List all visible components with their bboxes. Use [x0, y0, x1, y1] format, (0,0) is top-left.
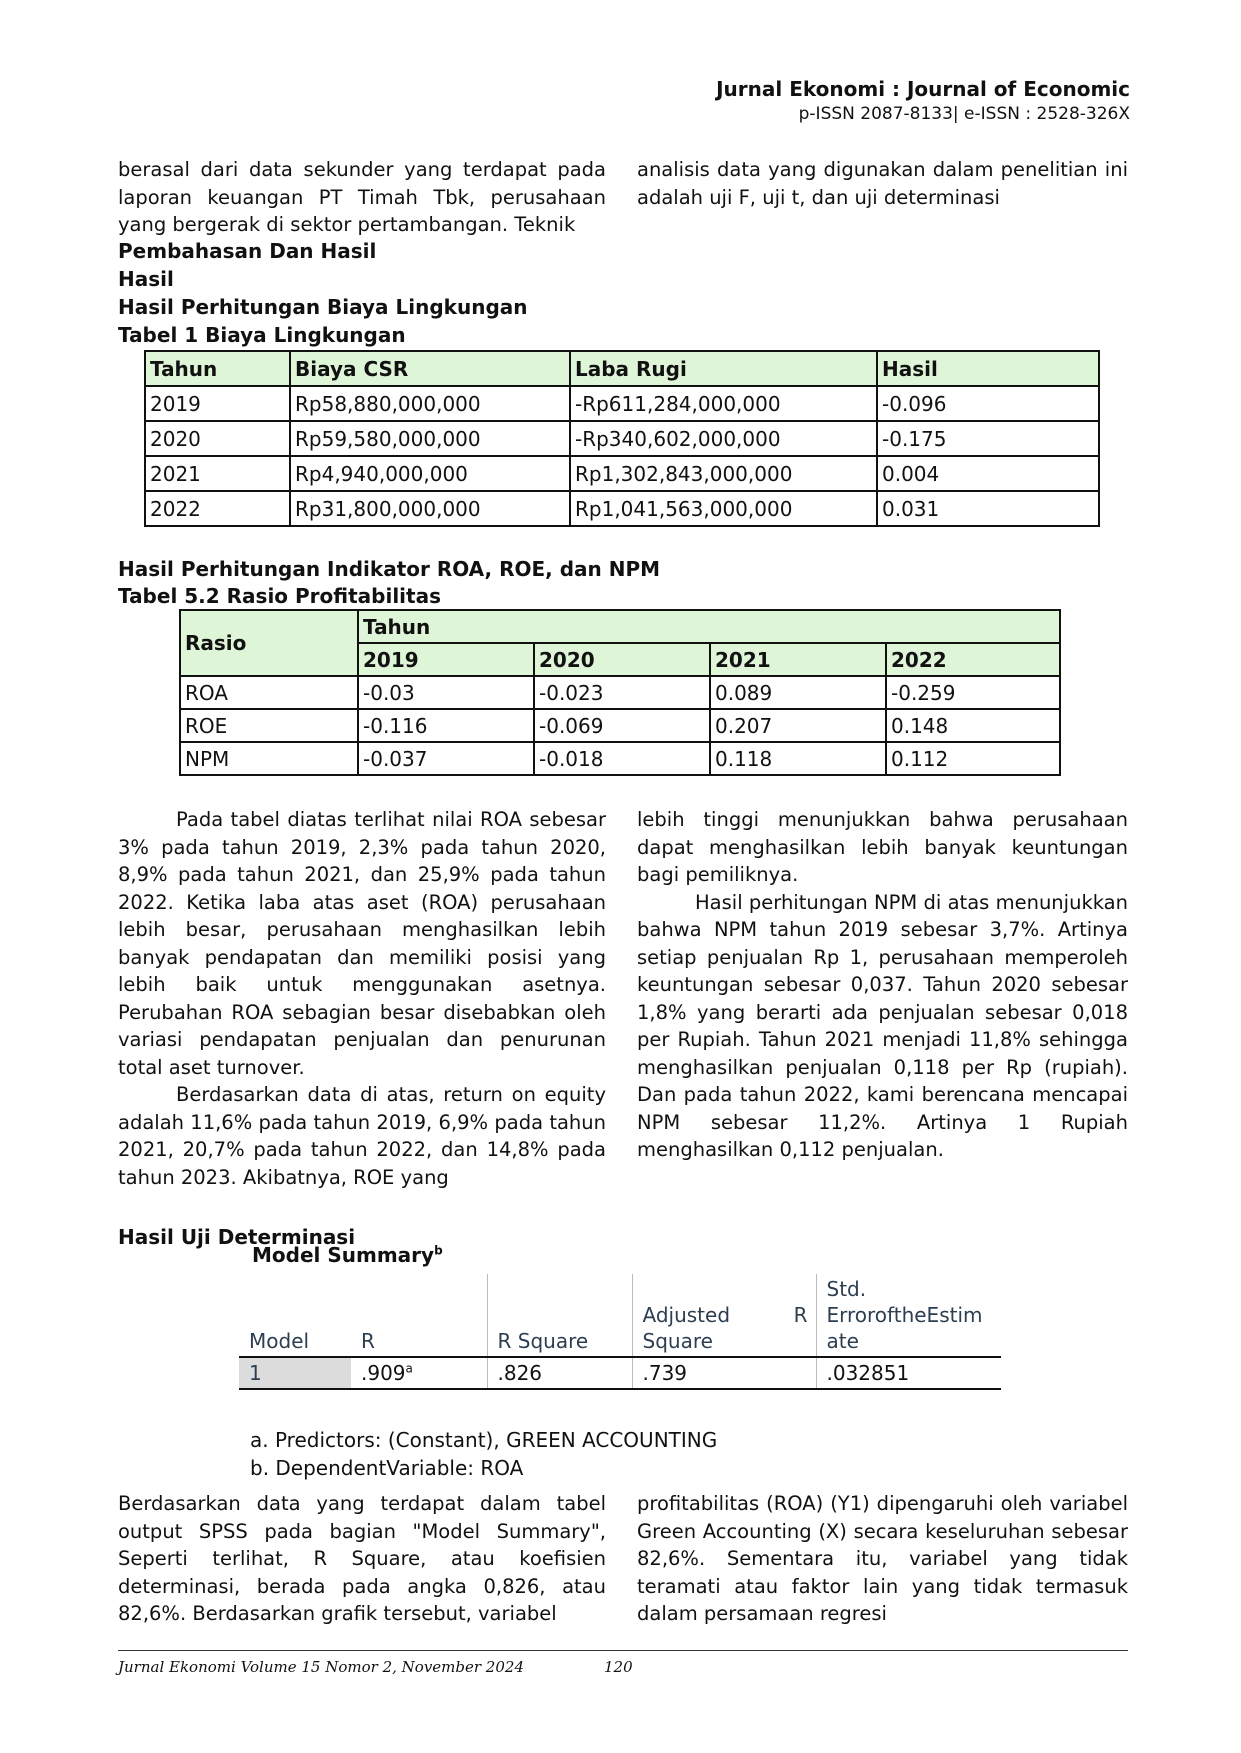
- cell: 0.118: [710, 742, 886, 775]
- cell: ROE: [180, 709, 358, 742]
- col-model-label: Model: [249, 1329, 310, 1353]
- adjusted-r-word: R: [793, 1303, 808, 1327]
- col-rasio: Rasio: [180, 610, 358, 676]
- col-r-square-label: R Square: [497, 1329, 589, 1353]
- col-std-error: [816, 1274, 1001, 1357]
- conclusion-left: [118, 1490, 606, 1628]
- cell: Rp59,580,000,000: [290, 421, 570, 456]
- col-year-2019: 2019: [358, 643, 534, 676]
- cell: -0.069: [534, 709, 710, 742]
- discussion-left: [118, 806, 606, 1191]
- col-year-2020: 2020: [534, 643, 710, 676]
- cell: 2020: [145, 421, 290, 456]
- discussion-right-p2: Hasil perhitungan NPM di atas menunjukkan bahwa NPM tahun 2019 sebesar 3,7%. Artinya setiap penjualan Rp 1, perusahaan memperoleh keuntungan sebesar 0,037. Tahun 2020 sebesar 1,8% yang berarti ada penjualan sebesar 0,018 per Rupiah. Tahun 2021 menjadi 11,8% sehingga menghasilkan penjualan 0,118 per Rp (rupiah). Dan pada tahun 2022, kami berencana mencapai NPM sebesar 11,2%. Artinya 1 Rupiah menghasilkan 0,112 penjualan.: [637, 890, 1128, 1161]
- note-predictors: a. Predictors: (Constant), GREEN ACCOUNTING: [250, 1428, 718, 1452]
- adjusted-line-1: [643, 1302, 808, 1328]
- journal-header: [716, 76, 1130, 126]
- journal-title: Jurnal Ekonomi : Journal of Economic: [716, 77, 1130, 101]
- table-row: [145, 491, 1099, 526]
- model-summary-title: [252, 1243, 443, 1267]
- adjusted-word: Adjusted: [642, 1303, 731, 1327]
- cell-r-sup: a: [405, 1361, 413, 1376]
- table-row: [180, 676, 1060, 709]
- cell: 0.004: [877, 456, 1099, 491]
- col-model: [239, 1274, 351, 1357]
- cell: -0.175: [877, 421, 1099, 456]
- cell-r: [351, 1357, 487, 1389]
- col-year-2022: 2022: [886, 643, 1060, 676]
- cell: -0.259: [886, 676, 1060, 709]
- cell: -0.096: [877, 386, 1099, 421]
- col-r-square: [487, 1274, 632, 1357]
- model-summary-title-text: Model Summary: [252, 1243, 435, 1267]
- heading-uji-determinasi: Hasil Uji Determinasi: [118, 1225, 356, 1249]
- table-header-row: [145, 351, 1099, 386]
- std-line-3: ate: [826, 1329, 859, 1353]
- cell: ROA: [180, 676, 358, 709]
- table-biaya-lingkungan: [144, 350, 1100, 527]
- std-line-1: Std.: [826, 1277, 867, 1301]
- model-summary-title-sup: b: [434, 1243, 443, 1258]
- cell-adjusted: .739: [632, 1357, 816, 1389]
- page-number: 120: [604, 1658, 633, 1676]
- col-hasil: Hasil: [877, 351, 1099, 386]
- cell: Rp58,880,000,000: [290, 386, 570, 421]
- col-biaya-csr: Biaya CSR: [290, 351, 570, 386]
- footer-journal: Jurnal Ekonomi Volume 15 Nomor 2, November 2024: [118, 1658, 524, 1676]
- table-row: [180, 709, 1060, 742]
- table-model-summary: [239, 1274, 1001, 1390]
- discussion-right: [637, 806, 1128, 1164]
- cell: 2022: [145, 491, 290, 526]
- discussion-left-p2: Berdasarkan data di atas, return on equity adalah 11,6% pada tahun 2019, 6,9% pada tahun 2021, 20,7% pada tahun 2022, dan 14,8% pada tahun 2023. Akibatnya, ROE yang: [118, 1083, 606, 1189]
- cell: -0.018: [534, 742, 710, 775]
- cell: -0.023: [534, 676, 710, 709]
- cell-model: 1: [239, 1357, 351, 1389]
- cell: Rp1,302,843,000,000: [570, 456, 877, 491]
- table-row: [145, 421, 1099, 456]
- discussion-left-p1: Pada tabel diatas terlihat nilai ROA sebesar 3% pada tahun 2019, 2,3% pada tahun 2020, 8,9% pada tahun 2021, dan 25,9% pada tahun 2022. Ketika laba atas aset (ROA) perusahaan lebih besar, perusahaan menghasilkan lebih banyak pendapatan dan memiliki posisi yang lebih baik untuk menggunakan asetnya. Perubahan ROA sebagian besar disebabkan oleh variasi pendapatan penjualan dan penurunan total aset turnover.: [118, 808, 606, 1079]
- intro-right-text: analisis data yang digunakan dalam penelitian ini adalah uji F, uji t, dan uji determinasi: [637, 158, 1128, 209]
- cell-r-value: .909: [361, 1361, 406, 1385]
- cell-std: .032851: [816, 1357, 1001, 1389]
- heading-indikator: Hasil Perhitungan Indikator ROA, ROE, dan NPM: [118, 557, 661, 581]
- cell: 0.089: [710, 676, 886, 709]
- table-row: [145, 456, 1099, 491]
- cell: 2021: [145, 456, 290, 491]
- cell: Rp1,041,563,000,000: [570, 491, 877, 526]
- table-row: [239, 1357, 1001, 1389]
- footer-divider: [118, 1650, 1128, 1651]
- table-rasio-profitabilitas: [179, 609, 1061, 776]
- cell-r-square: .826: [487, 1357, 632, 1389]
- col-laba-rugi: Laba Rugi: [570, 351, 877, 386]
- table-row: [180, 742, 1060, 775]
- col-adjusted-r-square: [632, 1274, 816, 1357]
- conclusion-left-text: Berdasarkan data yang terdapat dalam tabel output SPSS pada bagian "Model Summary", Seperti terlihat, R Square, atau koefisien determinasi, berada pada angka 0,826, atau 82,6%. Berdasarkan grafik tersebut, variabel: [118, 1492, 606, 1625]
- conclusion-right: [637, 1490, 1128, 1628]
- std-line-2: ErroroftheEstim: [826, 1303, 983, 1327]
- intro-right: [637, 156, 1128, 211]
- cell: 0.148: [886, 709, 1060, 742]
- intro-left: [118, 156, 606, 239]
- col-year-2021: 2021: [710, 643, 886, 676]
- col-tahun-group: Tahun: [358, 610, 1060, 643]
- heading-hasil: Hasil: [118, 267, 174, 291]
- note-dependent: b. DependentVariable: ROA: [250, 1456, 524, 1480]
- heading-pembahasan: Pembahasan Dan Hasil: [118, 239, 377, 263]
- cell: Rp31,800,000,000: [290, 491, 570, 526]
- cell: -0.03: [358, 676, 534, 709]
- cell: -0.116: [358, 709, 534, 742]
- discussion-right-p1: lebih tinggi menunjukkan bahwa perusahaan dapat menghasilkan lebih banyak keuntungan bagi pemiliknya.: [637, 808, 1128, 886]
- cell: 2019: [145, 386, 290, 421]
- cell: Rp4,940,000,000: [290, 456, 570, 491]
- table2-caption: Tabel 5.2 Rasio Profitabilitas: [118, 584, 441, 608]
- cell: -Rp340,602,000,000: [570, 421, 877, 456]
- cell: 0.207: [710, 709, 886, 742]
- conclusion-right-text: profitabilitas (ROA) (Y1) dipengaruhi oleh variabel Green Accounting (X) secara keseluruhan sebesar 82,6%. Sementara itu, variabel yang tidak teramati atau faktor lain yang tidak termasuk dalam persamaan regresi: [637, 1492, 1128, 1625]
- journal-issn: p-ISSN 2087-8133| e-ISSN : 2528-326X: [798, 104, 1130, 124]
- intro-left-text: berasal dari data sekunder yang terdapat pada laporan keuangan PT Timah Tbk, perusahaan yang bergerak di sektor pertambangan. Teknik: [118, 158, 606, 236]
- heading-biaya-lingkungan: Hasil Perhitungan Biaya Lingkungan: [118, 295, 528, 319]
- col-r-label: R: [361, 1329, 375, 1353]
- cell: NPM: [180, 742, 358, 775]
- table-header-row: [239, 1274, 1001, 1357]
- table-row: [145, 386, 1099, 421]
- col-r: [351, 1274, 487, 1357]
- col-tahun: Tahun: [145, 351, 290, 386]
- table-header-row: [180, 610, 1060, 643]
- adjusted-square-word: Square: [642, 1329, 713, 1353]
- cell: -Rp611,284,000,000: [570, 386, 877, 421]
- cell: -0.037: [358, 742, 534, 775]
- cell: 0.112: [886, 742, 1060, 775]
- table1-caption: Tabel 1 Biaya Lingkungan: [118, 323, 406, 347]
- cell: 0.031: [877, 491, 1099, 526]
